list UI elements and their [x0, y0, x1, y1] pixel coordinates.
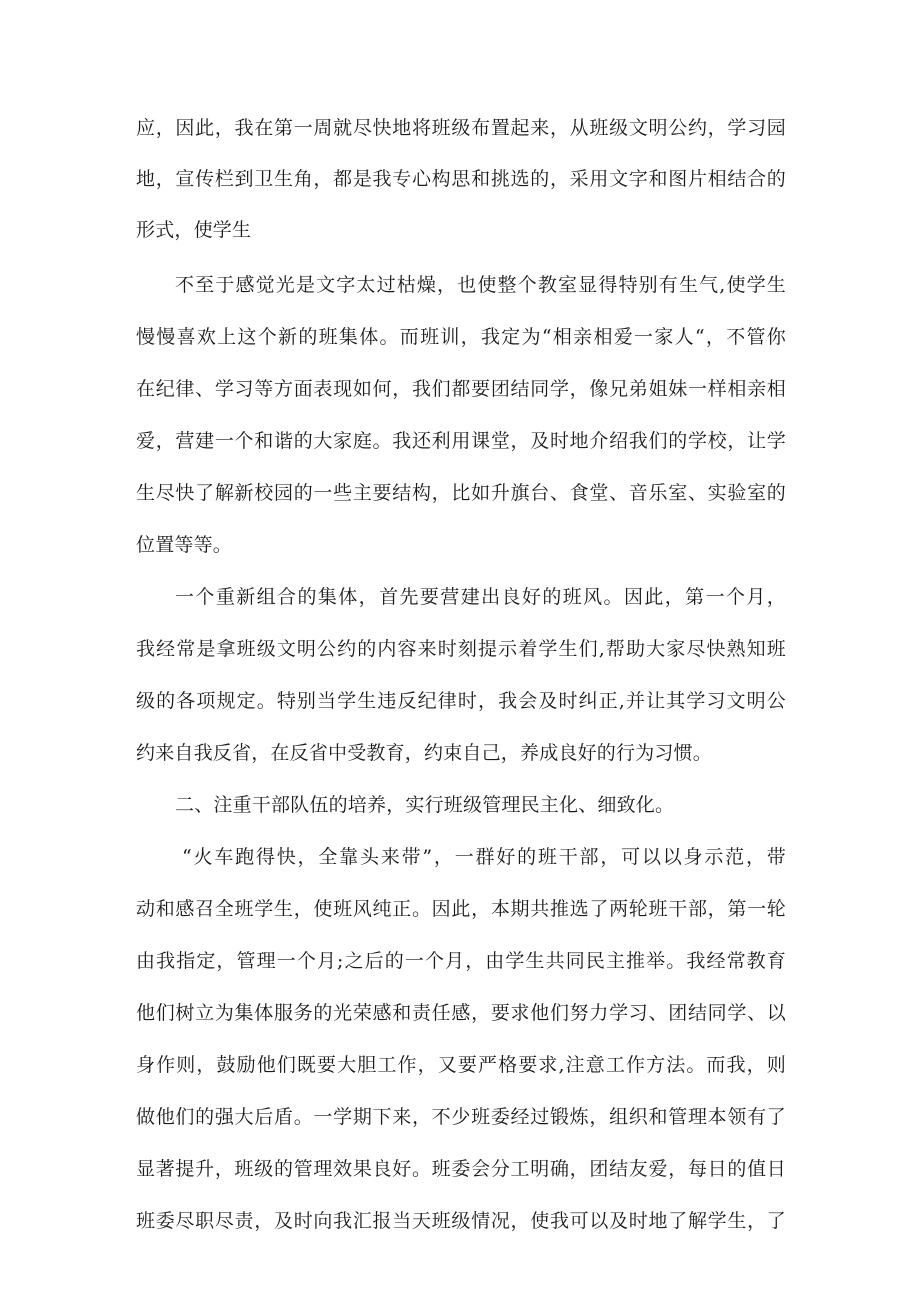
text-line: 动和感召全班学生，使班风纯正。因此，本期共推选了两轮班干部，第一轮	[136, 898, 786, 920]
text-line: 级的各项规定。特别当学生违反纪律时，我会及时纠正,并让其学习文明公	[136, 690, 786, 712]
text-line: 生尽快了解新校园的一些主要结构，比如升旗台、食堂、音乐室、实验室的	[136, 482, 786, 504]
text-line: 不至于感觉光是文字太过枯燥，也使整个教室显得特别有生气,使学生	[175, 274, 786, 296]
text-line: “火车跑得快，全靠头来带”，一群好的班干部，可以以身示范，带	[182, 846, 786, 868]
text-line: 他们树立为集体服务的光荣感和责任感，要求他们努力学习、团结同学、以	[136, 1002, 786, 1024]
text-line: 我经常是拿班级文明公约的内容来时刻提示着学生们,帮助大家尽快熟知班	[136, 638, 786, 660]
text-line: 一个重新组合的集体，首先要营建出良好的班风。因此，第一个月，	[175, 586, 786, 608]
text-line: 形式，使学生	[136, 219, 252, 241]
text-line: 班委尽职尽责，及时向我汇报当天班级情况，使我可以及时地了解学生，了	[136, 1210, 786, 1232]
text-line: 由我指定，管理一个月;之后的一个月，由学生共同民主推举。我经常教育	[136, 950, 786, 972]
section-heading: 二、注重干部队伍的培养，实行班级管理民主化、细致化。	[175, 794, 675, 816]
text-line: 慢慢喜欢上这个新的班集体。而班训，我定为“相亲相爱一家人“，不管你	[136, 326, 786, 348]
text-line: 应，因此，我在第一周就尽快地将班级布置起来，从班级文明公约，学习园	[136, 117, 786, 139]
text-line: 身作则，鼓励他们既要大胆工作，又要严格要求,注意工作方法。而我，则	[136, 1054, 786, 1076]
text-line: 位置等等。	[136, 534, 233, 556]
text-line: 做他们的强大后盾。一学期下来，不少班委经过锻炼，组织和管理本领有了	[136, 1106, 786, 1128]
text-line: 在纪律、学习等方面表现如何，我们都要团结同学，像兄弟姐妹一样相亲相	[136, 378, 786, 400]
text-line: 爱，营建一个和谐的大家庭。我还利用课堂，及时地介绍我们的学校，让学	[136, 430, 786, 452]
text-line: 地，宣传栏到卫生角，都是我专心构思和挑选的，采用文字和图片相结合的	[136, 168, 786, 190]
text-line: 显著提升，班级的管理效果良好。班委会分工明确，团结友爱，每日的值日	[136, 1158, 786, 1180]
text-line: 约来自我反省，在反省中受教育，约束自己，养成良好的行为习惯。	[136, 742, 713, 764]
